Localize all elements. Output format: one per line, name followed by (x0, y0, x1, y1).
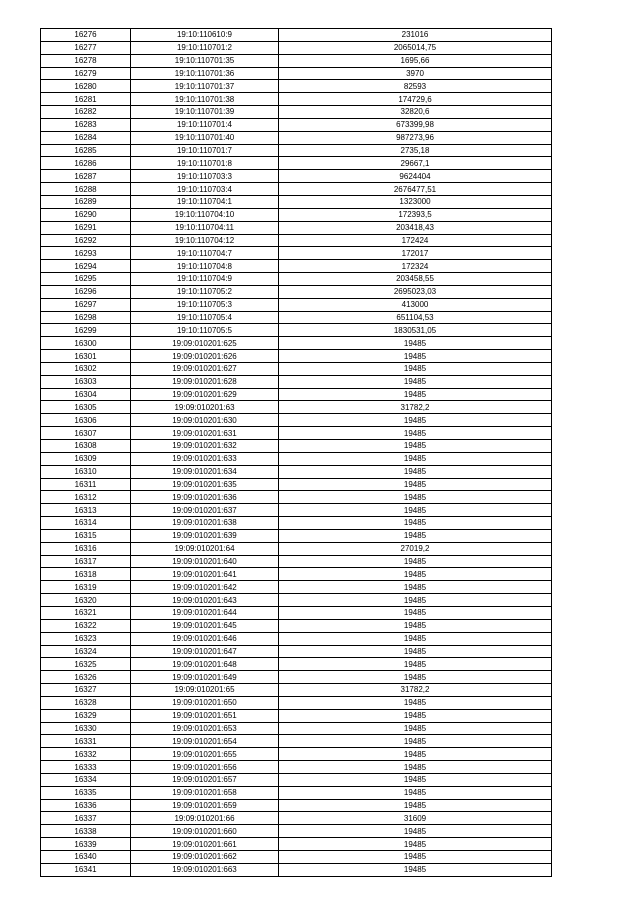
value-cell: 19485 (279, 581, 552, 594)
table-row (41, 298, 552, 311)
row-number-cell: 16341 (41, 863, 131, 876)
value-cell: 19485 (279, 414, 552, 427)
value-cell: 172324 (279, 260, 552, 273)
value-cell: 32820,6 (279, 106, 552, 119)
table-row (41, 208, 552, 221)
table-row (41, 465, 552, 478)
cadastral-number-cell: 19:10:110701:36 (131, 67, 279, 80)
row-number-cell: 16332 (41, 748, 131, 761)
row-number-cell: 16316 (41, 542, 131, 555)
cadastral-number-cell: 19:09:010201:655 (131, 748, 279, 761)
table-row (41, 568, 552, 581)
cadastral-number-cell: 19:09:010201:648 (131, 658, 279, 671)
cadastral-number-cell: 19:09:010201:660 (131, 825, 279, 838)
value-cell: 19485 (279, 709, 552, 722)
cadastral-number-cell: 19:09:010201:635 (131, 478, 279, 491)
cadastral-number-cell: 19:09:010201:66 (131, 812, 279, 825)
value-cell: 19485 (279, 735, 552, 748)
value-cell: 19485 (279, 606, 552, 619)
row-number-cell: 16319 (41, 581, 131, 594)
row-number-cell: 16340 (41, 851, 131, 864)
table-row (41, 195, 552, 208)
row-number-cell: 16339 (41, 838, 131, 851)
value-cell: 19485 (279, 337, 552, 350)
value-cell: 1323000 (279, 195, 552, 208)
table-row (41, 29, 552, 42)
row-number-cell: 16310 (41, 465, 131, 478)
row-number-cell: 16292 (41, 234, 131, 247)
cadastral-number-cell: 19:09:010201:662 (131, 851, 279, 864)
row-number-cell: 16308 (41, 440, 131, 453)
row-number-cell: 16313 (41, 504, 131, 517)
value-cell: 19485 (279, 452, 552, 465)
cadastral-number-cell: 19:10:110704:7 (131, 247, 279, 260)
row-number-cell: 16293 (41, 247, 131, 260)
table-row (41, 401, 552, 414)
value-cell: 19485 (279, 799, 552, 812)
cadastral-number-cell: 19:09:010201:625 (131, 337, 279, 350)
row-number-cell: 16290 (41, 208, 131, 221)
table-row (41, 324, 552, 337)
table-row (41, 260, 552, 273)
cadastral-number-cell: 19:09:010201:643 (131, 594, 279, 607)
table-row (41, 773, 552, 786)
value-cell: 19485 (279, 748, 552, 761)
value-cell: 2065014,75 (279, 41, 552, 54)
row-number-cell: 16322 (41, 619, 131, 632)
table-row (41, 812, 552, 825)
value-cell: 19485 (279, 851, 552, 864)
table-row (41, 632, 552, 645)
cadastral-number-cell: 19:10:110704:11 (131, 221, 279, 234)
cadastral-number-cell: 19:09:010201:63 (131, 401, 279, 414)
cadastral-number-cell: 19:09:010201:651 (131, 709, 279, 722)
row-number-cell: 16301 (41, 350, 131, 363)
value-cell: 19485 (279, 440, 552, 453)
value-cell: 19485 (279, 594, 552, 607)
value-cell: 19485 (279, 362, 552, 375)
cadastral-number-cell: 19:09:010201:646 (131, 632, 279, 645)
table-row (41, 414, 552, 427)
row-number-cell: 16328 (41, 696, 131, 709)
cadastral-number-cell: 19:10:110705:4 (131, 311, 279, 324)
table-row (41, 247, 552, 260)
cadastral-number-cell: 19:09:010201:642 (131, 581, 279, 594)
row-number-cell: 16289 (41, 195, 131, 208)
cadastral-number-cell: 19:10:110703:4 (131, 183, 279, 196)
row-number-cell: 16280 (41, 80, 131, 93)
table-row (41, 234, 552, 247)
value-cell: 203458,55 (279, 273, 552, 286)
cadastral-number-cell: 19:10:110701:40 (131, 131, 279, 144)
value-cell: 19485 (279, 761, 552, 774)
table-row (41, 658, 552, 671)
cadastral-number-cell: 19:09:010201:634 (131, 465, 279, 478)
cadastral-number-cell: 19:10:110704:1 (131, 195, 279, 208)
table-row (41, 838, 552, 851)
table-row (41, 504, 552, 517)
row-number-cell: 16303 (41, 375, 131, 388)
row-number-cell: 16337 (41, 812, 131, 825)
row-number-cell: 16307 (41, 427, 131, 440)
value-cell: 19485 (279, 465, 552, 478)
table-row (41, 285, 552, 298)
cadastral-number-cell: 19:10:110610:9 (131, 29, 279, 42)
row-number-cell: 16297 (41, 298, 131, 311)
value-cell: 19485 (279, 568, 552, 581)
value-cell: 19485 (279, 722, 552, 735)
cadastral-number-cell: 19:10:110701:4 (131, 118, 279, 131)
value-cell: 673399,98 (279, 118, 552, 131)
cadastral-number-cell: 19:10:110704:12 (131, 234, 279, 247)
row-number-cell: 16298 (41, 311, 131, 324)
table-row (41, 106, 552, 119)
cadastral-number-cell: 19:10:110701:8 (131, 157, 279, 170)
cadastral-number-cell: 19:09:010201:663 (131, 863, 279, 876)
row-number-cell: 16321 (41, 606, 131, 619)
table-row (41, 491, 552, 504)
table-row (41, 375, 552, 388)
row-number-cell: 16323 (41, 632, 131, 645)
table-row (41, 221, 552, 234)
row-number-cell: 16329 (41, 709, 131, 722)
cadastral-number-cell: 19:09:010201:629 (131, 388, 279, 401)
cadastral-number-cell: 19:09:010201:632 (131, 440, 279, 453)
row-number-cell: 16300 (41, 337, 131, 350)
table-row (41, 144, 552, 157)
table-body (41, 29, 552, 877)
row-number-cell: 16296 (41, 285, 131, 298)
value-cell: 82593 (279, 80, 552, 93)
cadastral-number-cell: 19:10:110701:37 (131, 80, 279, 93)
row-number-cell: 16334 (41, 773, 131, 786)
row-number-cell: 16309 (41, 452, 131, 465)
value-cell: 19485 (279, 427, 552, 440)
cadastral-number-cell: 19:09:010201:645 (131, 619, 279, 632)
value-cell: 2676477,51 (279, 183, 552, 196)
table-row (41, 851, 552, 864)
cadastral-number-cell: 19:09:010201:644 (131, 606, 279, 619)
row-number-cell: 16320 (41, 594, 131, 607)
value-cell: 9624404 (279, 170, 552, 183)
value-cell: 651104,53 (279, 311, 552, 324)
row-number-cell: 16330 (41, 722, 131, 735)
row-number-cell: 16288 (41, 183, 131, 196)
value-cell: 19485 (279, 388, 552, 401)
table-row (41, 581, 552, 594)
value-cell: 19485 (279, 838, 552, 851)
row-number-cell: 16335 (41, 786, 131, 799)
value-cell: 19485 (279, 825, 552, 838)
row-number-cell: 16327 (41, 684, 131, 697)
value-cell: 203418,43 (279, 221, 552, 234)
row-number-cell: 16312 (41, 491, 131, 504)
cadastral-number-cell: 19:09:010201:640 (131, 555, 279, 568)
value-cell: 19485 (279, 671, 552, 684)
table-row (41, 478, 552, 491)
value-cell: 29667,1 (279, 157, 552, 170)
row-number-cell: 16276 (41, 29, 131, 42)
cadastral-number-cell: 19:10:110701:35 (131, 54, 279, 67)
row-number-cell: 16291 (41, 221, 131, 234)
cadastral-number-cell: 19:09:010201:641 (131, 568, 279, 581)
value-cell: 19485 (279, 645, 552, 658)
row-number-cell: 16283 (41, 118, 131, 131)
value-cell: 1830531,05 (279, 324, 552, 337)
value-cell: 231016 (279, 29, 552, 42)
table-row (41, 118, 552, 131)
value-cell: 19485 (279, 375, 552, 388)
table-row (41, 594, 552, 607)
data-table (40, 28, 552, 877)
table-row (41, 54, 552, 67)
cadastral-number-cell: 19:09:010201:659 (131, 799, 279, 812)
table-row (41, 440, 552, 453)
row-number-cell: 16295 (41, 273, 131, 286)
table-row (41, 786, 552, 799)
cadastral-number-cell: 19:09:010201:626 (131, 350, 279, 363)
table-row (41, 709, 552, 722)
cadastral-number-cell: 19:09:010201:65 (131, 684, 279, 697)
value-cell: 31609 (279, 812, 552, 825)
row-number-cell: 16333 (41, 761, 131, 774)
row-number-cell: 16299 (41, 324, 131, 337)
table-row (41, 93, 552, 106)
row-number-cell: 16284 (41, 131, 131, 144)
table-row (41, 170, 552, 183)
row-number-cell: 16282 (41, 106, 131, 119)
cadastral-number-cell: 19:09:010201:627 (131, 362, 279, 375)
value-cell: 19485 (279, 529, 552, 542)
cadastral-number-cell: 19:09:010201:654 (131, 735, 279, 748)
row-number-cell: 16286 (41, 157, 131, 170)
value-cell: 987273,96 (279, 131, 552, 144)
value-cell: 172017 (279, 247, 552, 260)
value-cell: 19485 (279, 478, 552, 491)
cadastral-number-cell: 19:09:010201:650 (131, 696, 279, 709)
value-cell: 27019,2 (279, 542, 552, 555)
value-cell: 19485 (279, 504, 552, 517)
value-cell: 413000 (279, 298, 552, 311)
row-number-cell: 16306 (41, 414, 131, 427)
row-number-cell: 16279 (41, 67, 131, 80)
table-row (41, 337, 552, 350)
row-number-cell: 16302 (41, 362, 131, 375)
cadastral-number-cell: 19:09:010201:636 (131, 491, 279, 504)
table-row (41, 722, 552, 735)
cadastral-number-cell: 19:10:110705:3 (131, 298, 279, 311)
value-cell: 172424 (279, 234, 552, 247)
cadastral-number-cell: 19:09:010201:653 (131, 722, 279, 735)
table-row (41, 542, 552, 555)
cadastral-number-cell: 19:09:010201:633 (131, 452, 279, 465)
cadastral-number-cell: 19:09:010201:661 (131, 838, 279, 851)
table-row (41, 555, 552, 568)
row-number-cell: 16311 (41, 478, 131, 491)
row-number-cell: 16325 (41, 658, 131, 671)
table-row (41, 735, 552, 748)
value-cell: 174729,6 (279, 93, 552, 106)
table-row (41, 606, 552, 619)
table-row (41, 619, 552, 632)
table-row (41, 183, 552, 196)
cadastral-number-cell: 19:09:010201:657 (131, 773, 279, 786)
table-row (41, 863, 552, 876)
row-number-cell: 16314 (41, 517, 131, 530)
cadastral-number-cell: 19:09:010201:649 (131, 671, 279, 684)
table-row (41, 388, 552, 401)
cadastral-number-cell: 19:10:110704:10 (131, 208, 279, 221)
cadastral-number-cell: 19:10:110704:8 (131, 260, 279, 273)
table-row (41, 529, 552, 542)
table-row (41, 671, 552, 684)
cadastral-number-cell: 19:09:010201:638 (131, 517, 279, 530)
cadastral-number-cell: 19:10:110705:5 (131, 324, 279, 337)
value-cell: 31782,2 (279, 401, 552, 414)
value-cell: 31782,2 (279, 684, 552, 697)
cadastral-number-cell: 19:10:110701:39 (131, 106, 279, 119)
table-row (41, 517, 552, 530)
value-cell: 19485 (279, 863, 552, 876)
cadastral-number-cell: 19:10:110705:2 (131, 285, 279, 298)
cadastral-number-cell: 19:09:010201:631 (131, 427, 279, 440)
value-cell: 1695,66 (279, 54, 552, 67)
table-row (41, 645, 552, 658)
row-number-cell: 16318 (41, 568, 131, 581)
table-row (41, 157, 552, 170)
table-row (41, 684, 552, 697)
row-number-cell: 16287 (41, 170, 131, 183)
row-number-cell: 16338 (41, 825, 131, 838)
row-number-cell: 16281 (41, 93, 131, 106)
row-number-cell: 16305 (41, 401, 131, 414)
cadastral-number-cell: 19:10:110701:2 (131, 41, 279, 54)
cadastral-number-cell: 19:09:010201:64 (131, 542, 279, 555)
table-row (41, 131, 552, 144)
row-number-cell: 16285 (41, 144, 131, 157)
cadastral-number-cell: 19:09:010201:637 (131, 504, 279, 517)
table-row (41, 825, 552, 838)
value-cell: 19485 (279, 350, 552, 363)
cadastral-number-cell: 19:10:110701:38 (131, 93, 279, 106)
cadastral-number-cell: 19:09:010201:658 (131, 786, 279, 799)
cadastral-number-cell: 19:09:010201:639 (131, 529, 279, 542)
value-cell: 19485 (279, 696, 552, 709)
cadastral-number-cell: 19:09:010201:630 (131, 414, 279, 427)
value-cell: 19485 (279, 491, 552, 504)
table-row (41, 41, 552, 54)
value-cell: 3970 (279, 67, 552, 80)
table-row (41, 350, 552, 363)
row-number-cell: 16304 (41, 388, 131, 401)
table-row (41, 67, 552, 80)
row-number-cell: 16336 (41, 799, 131, 812)
cadastral-number-cell: 19:10:110703:3 (131, 170, 279, 183)
table-row (41, 748, 552, 761)
table-row (41, 311, 552, 324)
row-number-cell: 16315 (41, 529, 131, 542)
cadastral-number-cell: 19:09:010201:628 (131, 375, 279, 388)
cadastral-number-cell: 19:09:010201:647 (131, 645, 279, 658)
value-cell: 19485 (279, 658, 552, 671)
table-row (41, 80, 552, 93)
table-row (41, 427, 552, 440)
value-cell: 2735,18 (279, 144, 552, 157)
table-row (41, 799, 552, 812)
value-cell: 19485 (279, 786, 552, 799)
value-cell: 2695023,03 (279, 285, 552, 298)
value-cell: 19485 (279, 773, 552, 786)
cadastral-number-cell: 19:10:110701:7 (131, 144, 279, 157)
table-row (41, 761, 552, 774)
table-row (41, 696, 552, 709)
row-number-cell: 16294 (41, 260, 131, 273)
cadastral-number-cell: 19:09:010201:656 (131, 761, 279, 774)
cadastral-number-cell: 19:10:110704:9 (131, 273, 279, 286)
table-row (41, 273, 552, 286)
value-cell: 172393,5 (279, 208, 552, 221)
table-row (41, 362, 552, 375)
value-cell: 19485 (279, 517, 552, 530)
row-number-cell: 16331 (41, 735, 131, 748)
row-number-cell: 16317 (41, 555, 131, 568)
value-cell: 19485 (279, 555, 552, 568)
row-number-cell: 16277 (41, 41, 131, 54)
row-number-cell: 16326 (41, 671, 131, 684)
row-number-cell: 16324 (41, 645, 131, 658)
value-cell: 19485 (279, 619, 552, 632)
table-row (41, 452, 552, 465)
value-cell: 19485 (279, 632, 552, 645)
row-number-cell: 16278 (41, 54, 131, 67)
